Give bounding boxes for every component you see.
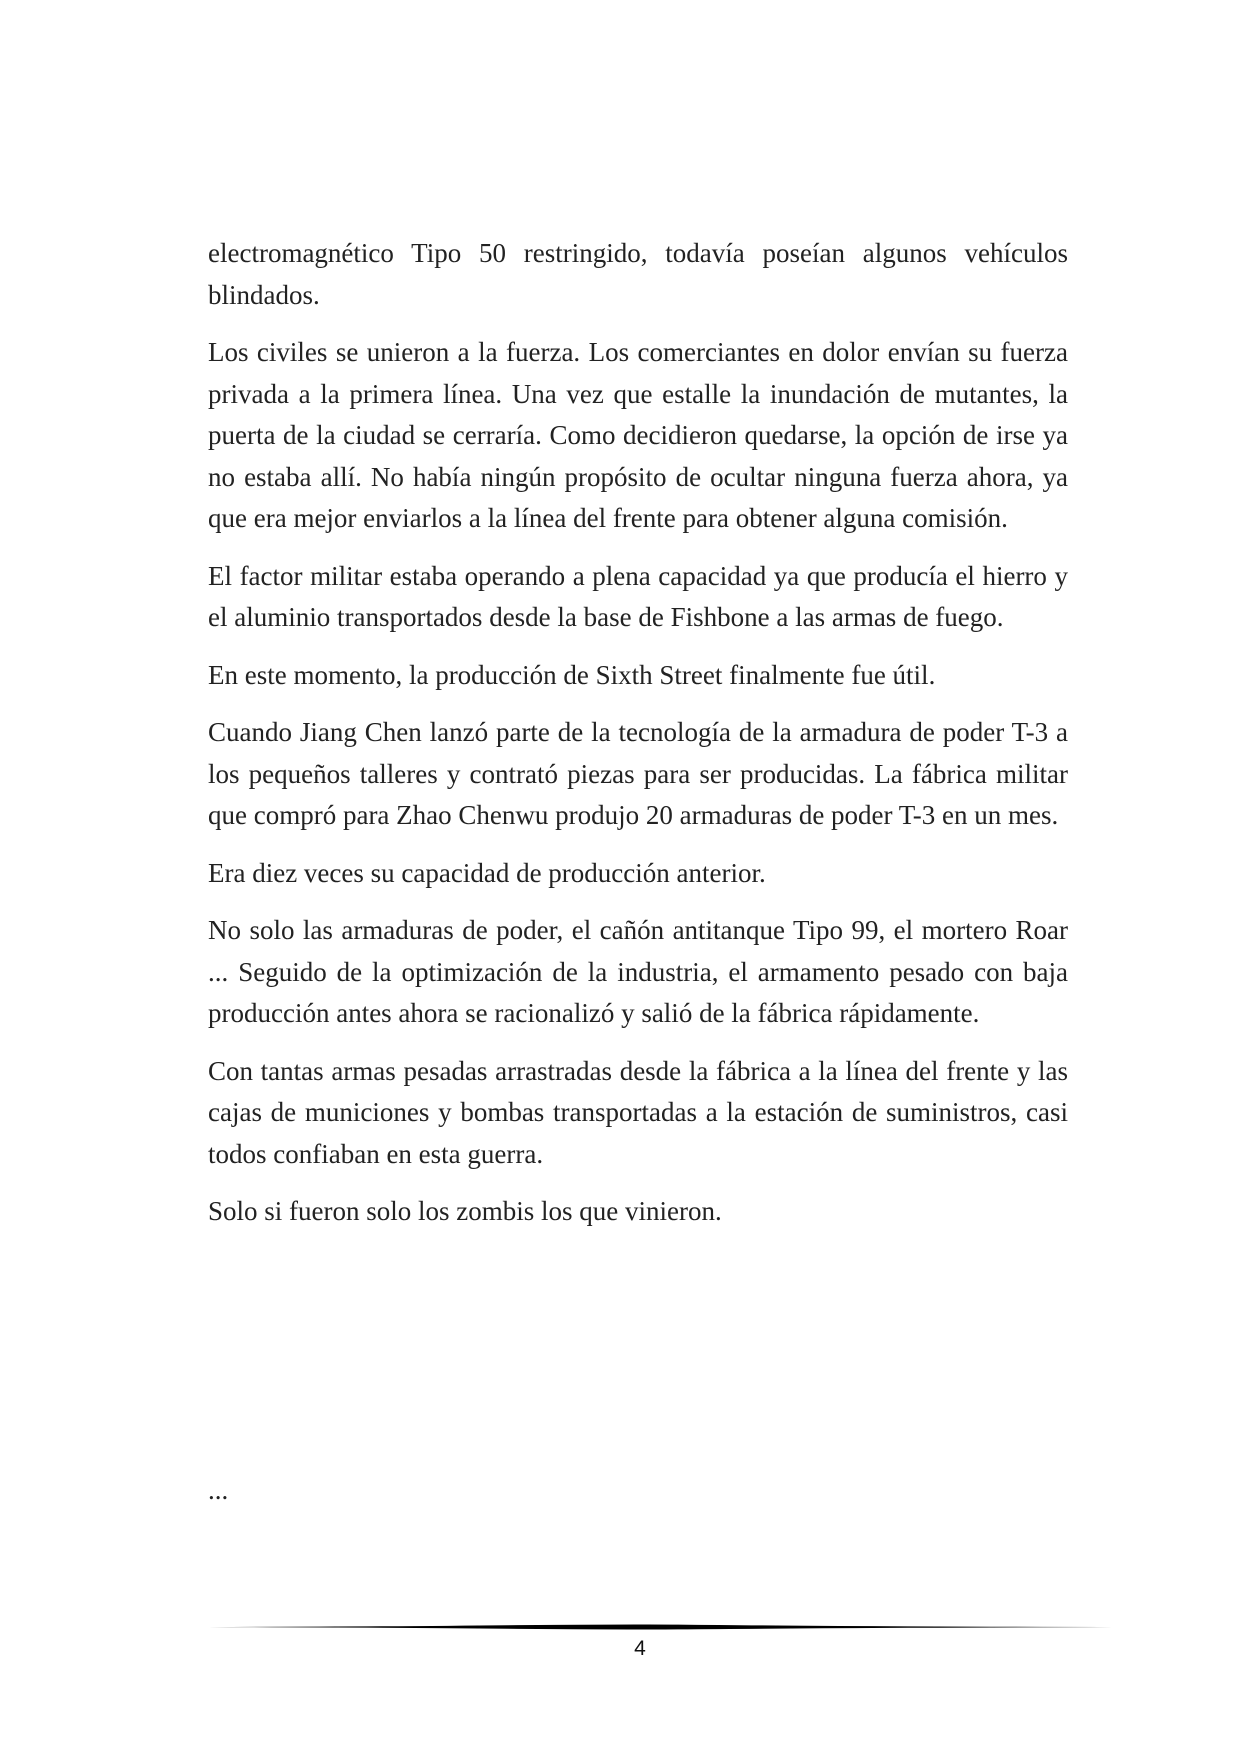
paragraph-8: Con tantas armas pesadas arrastradas desde la fábrica a la línea del frente y las cajas de municiones y bombas transportadas a la estación de suministros, casi todos confiaban en esta guerra. bbox=[208, 1055, 1068, 1169]
paragraph-3: El factor militar estaba operando a plena capacidad ya que producía el hierro y el aluminio transportados desde la base de Fishbone a las armas de fuego. bbox=[208, 560, 1068, 632]
paragraph-6: Era diez veces su capacidad de producción anterior. bbox=[208, 857, 766, 888]
paragraph-5: Cuando Jiang Chen lanzó parte de la tecnología de la armadura de poder T-3 a los pequeños talleres y contrató piezas para ser producidas. La fábrica militar que compró para Zhao Chenwu produjo 20 armaduras de poder T-3 en un mes. bbox=[208, 717, 1068, 830]
section-break: ... bbox=[208, 1475, 229, 1505]
paragraph-7: No solo las armaduras de poder, el cañón antitanque Tipo 99, el mortero Roar ... Seguido de la optimización de la industria, el armamento pesado con baja producción antes ahora se racionalizó y salió de la fábrica rápidamente. bbox=[208, 915, 1068, 1028]
paragraph-4: En este momento, la producción de Sixth Street finalmente fue útil. bbox=[208, 659, 936, 690]
paragraph-2: Los civiles se unieron a la fuerza. Los comerciantes en dolor envían su fuerza privada a la primera línea. Una vez que estalle la inundación de mutantes, la puerta de la ciudad se cerraría. Como decidieron quedarse, la opción de irse ya no estaba allí. No había ningún propósito de ocultar ninguna fuerza ahora, ya que era mejor enviarlos a la línea del frente para obtener alguna comisión. bbox=[208, 337, 1068, 533]
paragraph-9: Solo si fueron solo los zombis los que vinieron. bbox=[208, 1196, 722, 1226]
footer-rule-swell bbox=[208, 1624, 1113, 1629]
footer-rule bbox=[208, 1620, 1113, 1634]
paragraph-1: electromagnético Tipo 50 restringido, todavía poseían algunos vehículos blindados. bbox=[208, 238, 1068, 310]
body-text bbox=[208, 233, 1068, 1249]
page-number: 4 bbox=[634, 1637, 646, 1660]
